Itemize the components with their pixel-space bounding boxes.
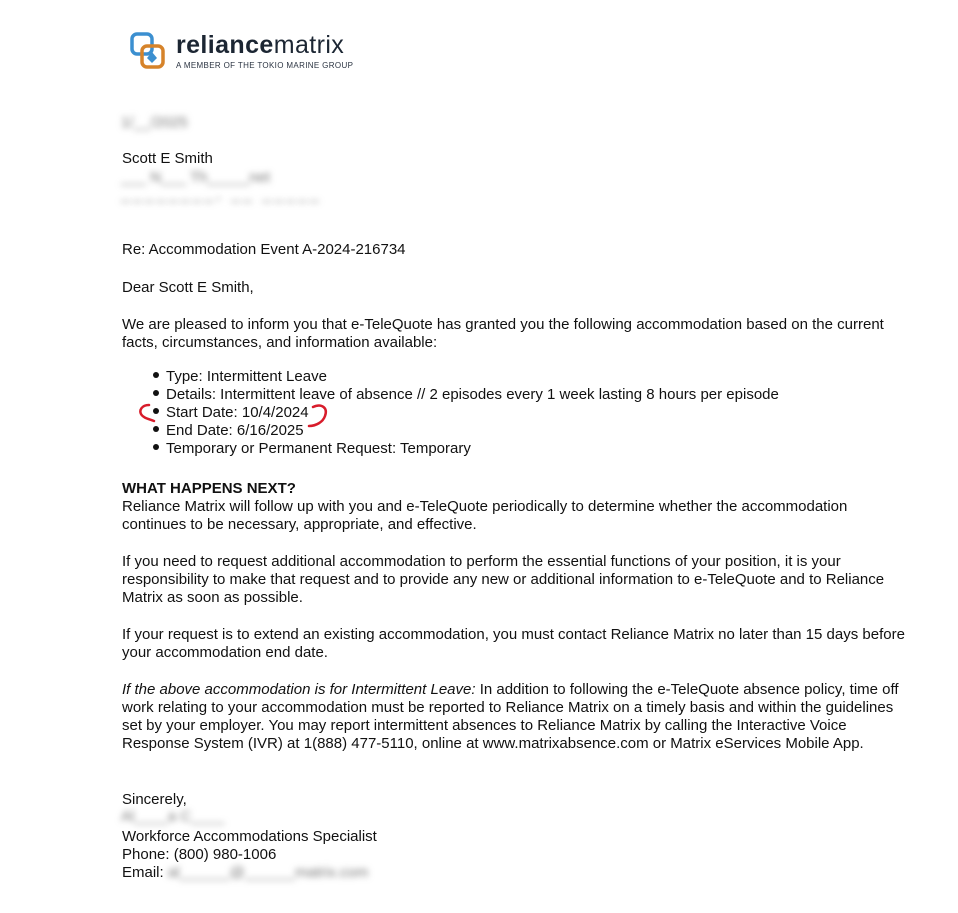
recipient-address-line2: ________, __ _____ <box>121 186 322 203</box>
email-label: Email: <box>122 864 164 881</box>
intro-paragraph: We are pleased to inform you that e-TeleQuote has granted you the following accommodation based on the current facts, circumstances, and information available: <box>122 316 884 351</box>
brand-name-bold: reliance <box>176 31 274 59</box>
what-happens-next-paragraph: Reliance Matrix will follow up with you and e-TeleQuote periodically to determine whether the accommodation continues to be necessary, appropriate, and effective. <box>122 498 848 533</box>
recipient-address-line1: ___ N___ Th_____net <box>121 169 271 186</box>
logo-tagline: A MEMBER OF THE TOKIO MARINE GROUP <box>176 61 354 70</box>
brand-name <box>176 30 344 60</box>
intermittent-leave-body: In addition to following the e-TeleQuote absence policy, time off work relating to your accommodation must be reported to Reliance Matrix on a timely basis and within the guidelines set by your employer. You may report intermittent absences to Reliance Matrix by calling the Interactive Voice Response System (IVR) at 1(888) 477-5110, online at www.matrixabsence.com or Matrix eServices Mobile App. <box>122 681 899 752</box>
accommodation-details-list <box>150 368 779 458</box>
extend-accommodation-paragraph: If your request is to extend an existing accommodation, you must contact Reliance Matrix no later than 15 days before your accommodation end date. <box>122 626 905 661</box>
list-item-details: Details: Intermittent leave of absence // 2 episodes every 1 week lasting 8 hours per episode <box>150 386 779 404</box>
reliance-matrix-logo <box>130 30 390 72</box>
salutation: Dear Scott E Smith, <box>122 279 254 296</box>
signer-name: Al____a C____ <box>121 808 225 825</box>
letter-date: 1/__/2025 <box>121 114 188 131</box>
additional-accommodation-paragraph: If you need to request additional accommodation to perform the essential functions of your position, it is your responsibility to make that request and to provide any new or additional information to e-TeleQuote and to Reliance Matrix as soon as possible. <box>122 553 885 606</box>
brand-name-light: matrix <box>273 31 345 59</box>
signer-title: Workforce Accommodations Specialist <box>122 828 377 845</box>
intermittent-leave-intro: If the above accommodation is for Intermittent Leave: <box>122 681 476 698</box>
signer-email <box>122 864 368 882</box>
list-item-start-date: Start Date: 10/4/2024 <box>150 404 779 422</box>
recipient-name: Scott E Smith <box>122 150 213 167</box>
list-item-type: Type: Intermittent Leave <box>150 368 779 386</box>
list-item-request-type: Temporary or Permanent Request: Temporary <box>150 440 779 458</box>
signer-phone: Phone: (800) 980-1006 <box>122 846 277 863</box>
reliance-matrix-logo-icon <box>130 32 166 70</box>
what-happens-next-heading: WHAT HAPPENS NEXT? <box>122 480 296 497</box>
intermittent-leave-paragraph <box>122 681 902 753</box>
re-line: Re: Accommodation Event A-2024-216734 <box>122 241 406 258</box>
list-item-end-date: End Date: 6/16/2025 <box>150 422 779 440</box>
email-value: al______@______matrix.com <box>167 864 369 881</box>
closing: Sincerely, <box>122 791 187 808</box>
